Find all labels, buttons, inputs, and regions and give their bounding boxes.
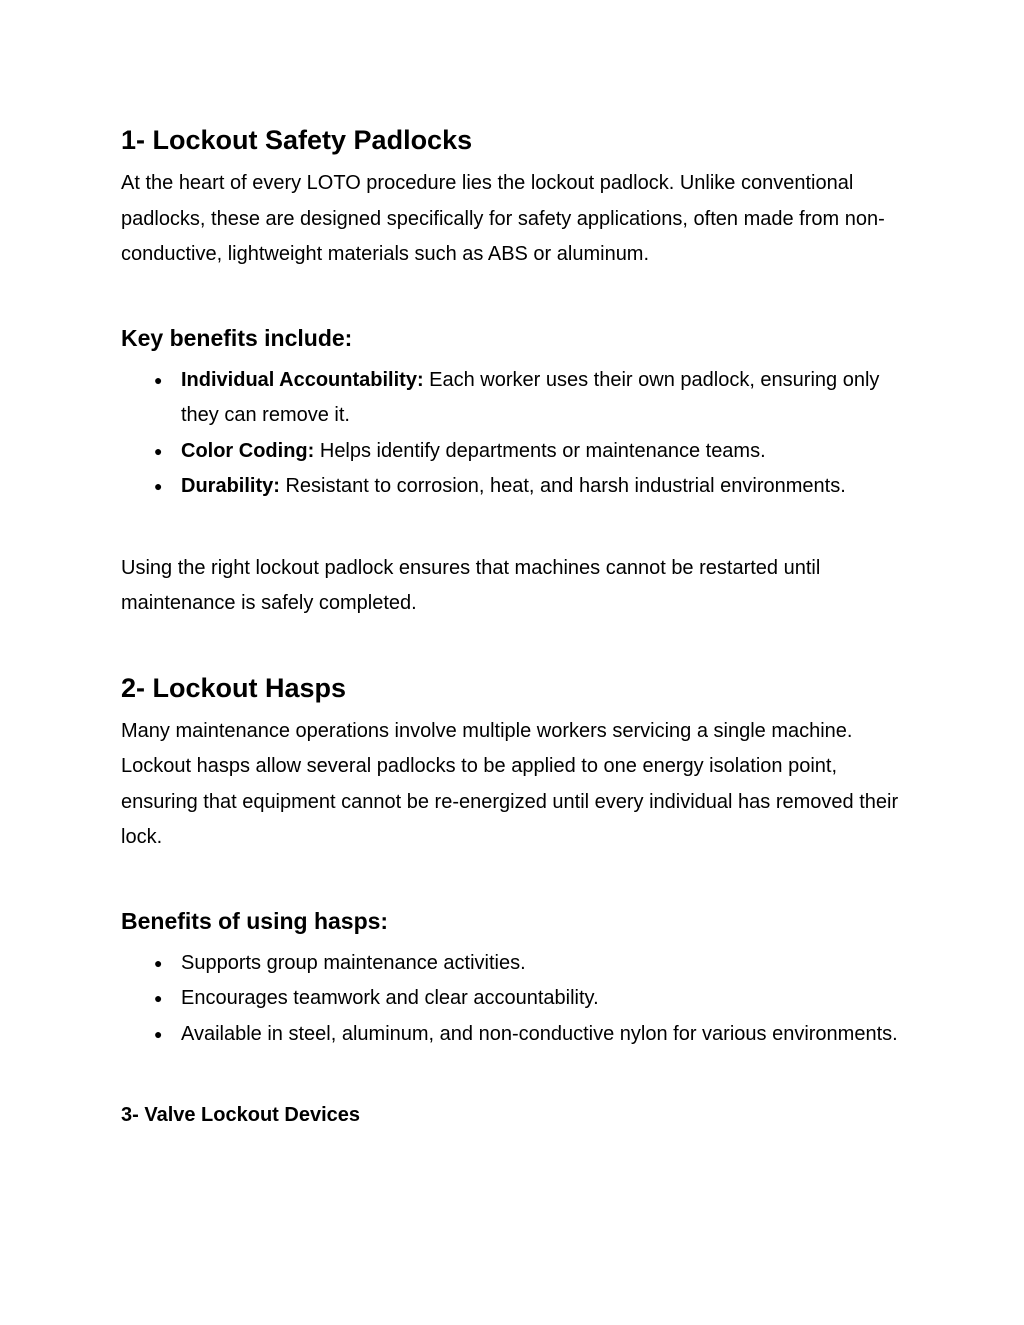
bullet-bold-label: Color Coding: [181,439,315,462]
document-content [121,122,914,1133]
bullet-text: Supports group maintenance activities. [181,951,526,974]
bullet-teamwork [121,981,914,1017]
bullet-text: Each worker uses their own padlock, ensuring only they can remove it. [181,368,880,426]
heading-lockout-padlocks: 1- Lockout Safety Padlocks [121,125,473,155]
bullet-text: Available in steel, aluminum, and non-conductive nylon for various environments. [181,1022,898,1045]
section-lockout-padlocks [121,122,914,622]
section-lockout-hasps [121,670,914,1053]
paragraph-padlocks-intro: At the heart of every LOTO procedure lies the lockout padlock. Unlike conventional padlocks, these are designed specifically for safety applications, often made from non-conductive, lightweight materials such as ABS or aluminum. [121,172,885,265]
bullet-durability [121,469,914,505]
heading-valve-lockout: 3- Valve Lockout Devices [121,1104,361,1126]
bullet-bold-label: Individual Accountability: [181,368,424,391]
bullet-text: Encourages teamwork and clear accountability. [181,987,599,1009]
bullet-color-coding [121,434,914,470]
bullet-group-maintenance [121,946,914,982]
paragraph-hasps-intro: Many maintenance operations involve multiple workers servicing a single machine. Lockout hasps allow several padlocks to be applied to one energy isolation point, ensuring that equipment cannot be re-energized until every individual has removed their lock. [121,719,899,848]
heading-key-benefits: Key benefits include: [121,324,353,351]
bullet-materials [121,1017,914,1053]
heading-lockout-hasps: 2- Lockout Hasps [121,672,347,703]
bullet-individual-accountability [121,363,914,434]
key-benefits-list [121,363,914,505]
section-valve-lockout [121,1098,914,1133]
bullet-bold-label: Durability: [181,475,280,497]
hasps-benefits-list [121,946,914,1053]
bullet-text: Resistant to corrosion, heat, and harsh industrial environments. [279,475,846,497]
bullet-text: Helps identify departments or maintenance teams. [314,439,766,462]
heading-hasps-benefits: Benefits of using hasps: [121,907,389,934]
paragraph-padlocks-outro: Using the right lockout padlock ensures that machines cannot be restarted until maintenance is safely completed. [121,556,821,614]
